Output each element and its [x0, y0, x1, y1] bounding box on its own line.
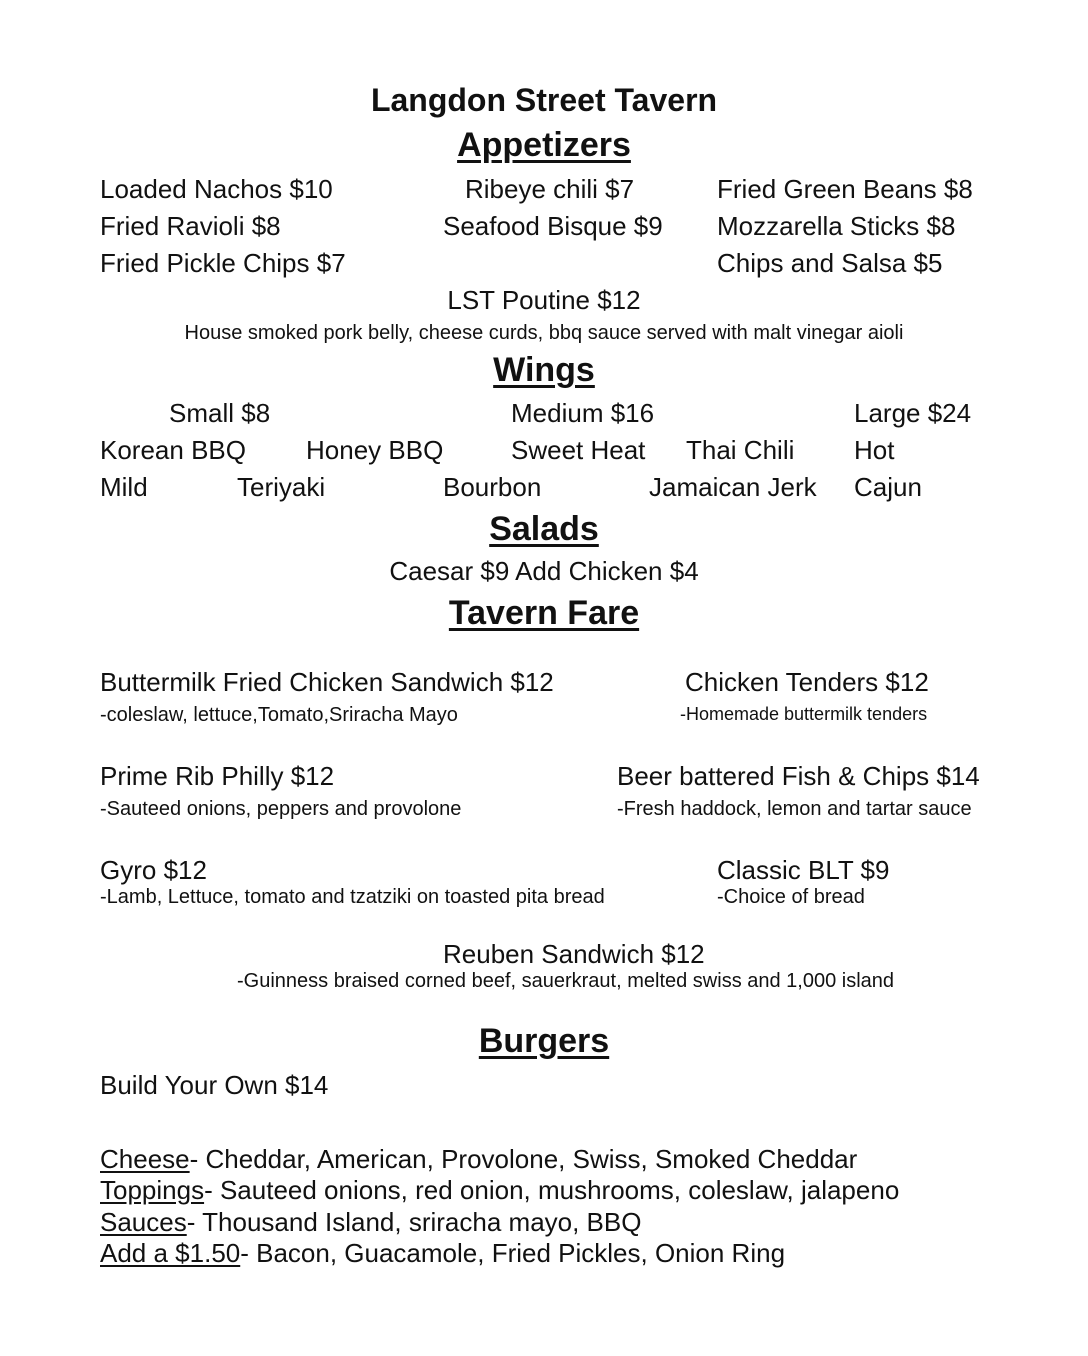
menu-item: Buttermilk Fried Chicken Sandwich $12 — [100, 667, 554, 697]
wing-flavor: Thai Chili — [686, 435, 795, 465]
menu-item: Fried Pickle Chips $7 — [100, 248, 346, 278]
burger-option — [100, 1240, 785, 1266]
menu-item: Chicken Tenders $12 — [685, 667, 929, 697]
menu-item-description: -Sauteed onions, peppers and provolone — [100, 798, 462, 820]
burger-option-text: - Cheddar, American, Provolone, Swiss, Smoked Cheddar — [189, 1144, 858, 1174]
menu-item: Caesar $9 Add Chicken $4 — [389, 556, 699, 586]
burger-option — [100, 1177, 899, 1203]
burger-option-text: - Bacon, Guacamole, Fried Pickles, Onion Ring — [240, 1238, 786, 1268]
menu-item-description: -Homemade buttermilk tenders — [680, 704, 928, 724]
menu-item: Fried Green Beans $8 — [717, 174, 973, 204]
burger-option-label: Add a $1.50 — [100, 1238, 241, 1268]
appetizers-heading: Appetizers — [457, 126, 631, 164]
menu-item-description: -Guinness braised corned beef, sauerkraut, melted swiss and 1,000 island — [237, 970, 895, 992]
burgers-heading: Burgers — [478, 1022, 610, 1060]
menu-item: Classic BLT $9 — [717, 855, 890, 885]
burger-option — [100, 1146, 857, 1172]
wings-heading: Wings — [493, 351, 595, 389]
burger-option-label: Cheese — [100, 1144, 190, 1174]
burger-option-text: - Sauteed onions, red onion, mushrooms, coleslaw, jalapeno — [204, 1175, 900, 1205]
menu-item: Prime Rib Philly $12 — [100, 761, 335, 791]
menu-item-description: -coleslaw, lettuce,Tomato,Sriracha Mayo — [100, 704, 458, 726]
menu-item-description: -Choice of bread — [717, 886, 865, 908]
wing-flavor: Mild — [100, 472, 148, 502]
menu-item: Mozzarella Sticks $8 — [717, 211, 956, 241]
menu-item: LST Poutine $12 — [447, 285, 641, 315]
burger-option-label: Sauces — [100, 1207, 187, 1237]
menu-item-description: House smoked pork belly, cheese curds, bbq sauce served with malt vinegar aioli — [184, 322, 904, 344]
menu-item: Loaded Nachos $10 — [100, 174, 333, 204]
wing-flavor: Honey BBQ — [306, 435, 444, 465]
menu-item-description: -Lamb, Lettuce, tomato and tzatziki on toasted pita bread — [100, 886, 605, 908]
tavern-fare-heading: Tavern Fare — [448, 594, 640, 632]
wing-size: Medium $16 — [511, 398, 655, 428]
menu-item: Fried Ravioli $8 — [100, 211, 281, 241]
menu-item: Ribeye chili $7 — [465, 174, 635, 204]
wing-flavor: Hot — [854, 435, 895, 465]
salads-heading: Salads — [489, 510, 599, 548]
wing-size: Small $8 — [169, 398, 271, 428]
menu-item: Beer battered Fish & Chips $14 — [617, 761, 980, 791]
wing-flavor: Korean BBQ — [100, 435, 246, 465]
menu-item: Seafood Bisque $9 — [443, 211, 663, 241]
wing-flavor: Bourbon — [443, 472, 542, 502]
burger-option — [100, 1209, 641, 1235]
menu-item: Build Your Own $14 — [100, 1070, 329, 1100]
menu-title: Langdon Street Tavern — [370, 82, 718, 118]
menu-item: Reuben Sandwich $12 — [443, 939, 705, 969]
wing-flavor: Sweet Heat — [511, 435, 646, 465]
wing-flavor: Teriyaki — [237, 472, 326, 502]
wing-flavor: Cajun — [854, 472, 922, 502]
wing-flavor: Jamaican Jerk — [649, 472, 817, 502]
burger-option-label: Toppings — [100, 1175, 205, 1205]
menu-item: Gyro $12 — [100, 855, 207, 885]
menu-item-description: -Fresh haddock, lemon and tartar sauce — [617, 798, 972, 820]
wing-size: Large $24 — [854, 398, 972, 428]
burger-option-text: - Thousand Island, sriracha mayo, BBQ — [186, 1207, 642, 1237]
menu-item: Chips and Salsa $5 — [717, 248, 943, 278]
